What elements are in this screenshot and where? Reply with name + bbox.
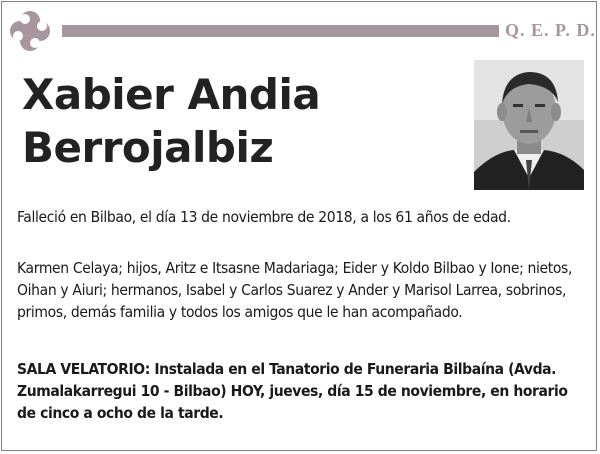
- name-line-2: Berrojalbiz: [22, 123, 274, 172]
- portrait-drawing: [474, 60, 584, 190]
- lauburu-icon: [7, 8, 53, 54]
- family-list: Karmen Celaya; hijos, Aritz e Itsasne Madariaga; Eider y Koldo Bilbao y Ione; nietos, Oihan y Aiuri; hermanos, Isabel y Carlos Suarez y Ander y Marisol Larrea, sobrinos, primos, demás familia y todos los amigos que le han acompañado.: [17, 259, 573, 321]
- header-rule: [62, 25, 499, 37]
- portrait-photo: [474, 60, 584, 190]
- name-line-1: Xabier Andia: [22, 70, 321, 119]
- wake-info: SALA VELATORIO: Instalada en el Tanatorio de Funeraria Bilbaína (Avda. Zumalakarregui 10 - Bilbao) HOY, jueves, día 15 de noviembre, en horario de cinco a ocho de la tarde.: [17, 360, 568, 422]
- qepd-label: Q. E. P. D.: [505, 20, 596, 40]
- deceased-name: [22, 68, 320, 174]
- death-notice: Falleció en Bilbao, el día 13 de noviembre de 2018, a los 61 años de edad.: [17, 208, 511, 226]
- obituary-card: [1, 1, 597, 451]
